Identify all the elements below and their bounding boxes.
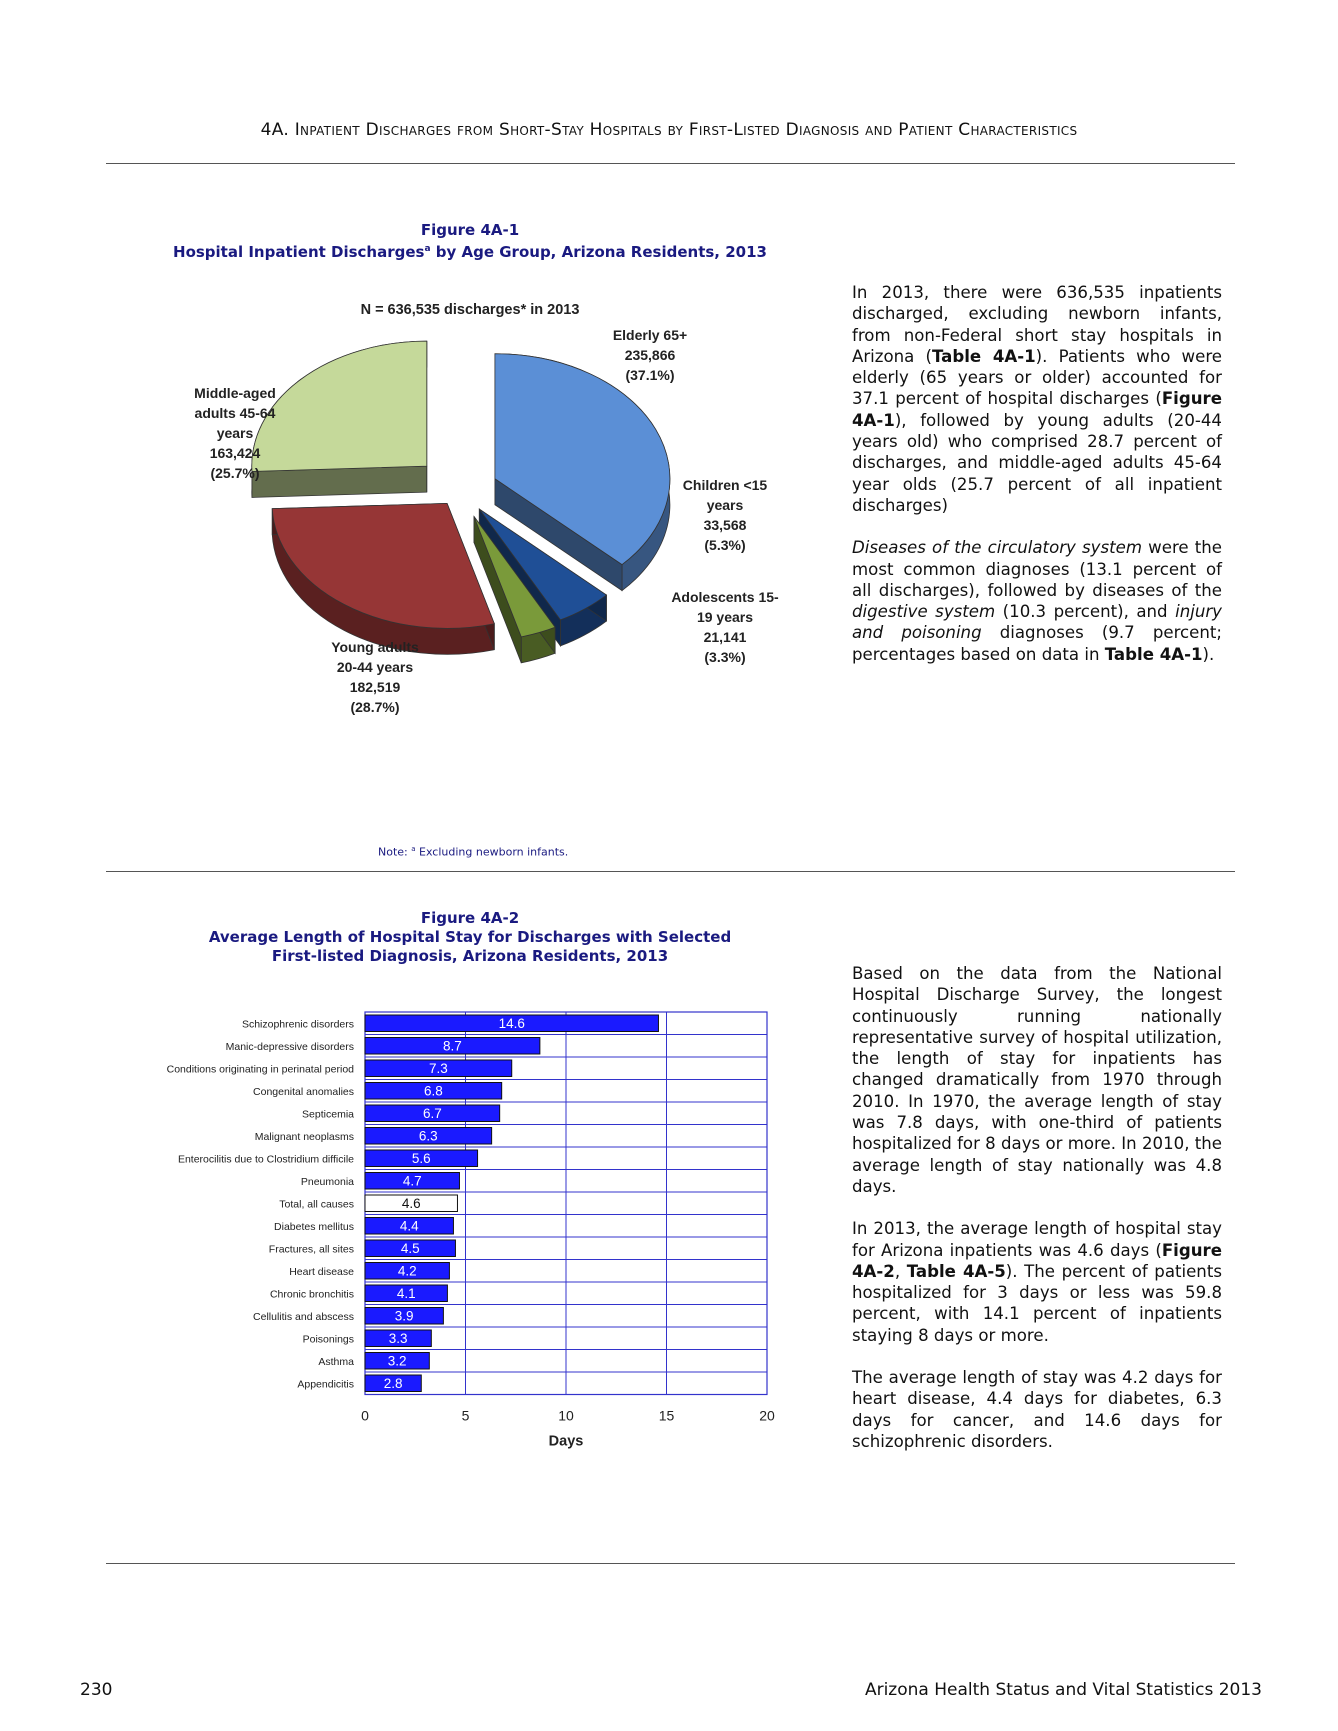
category-label: Congenital anomalies bbox=[253, 1085, 354, 1098]
category-label: Poisonings bbox=[302, 1333, 354, 1346]
header-rule bbox=[106, 163, 1235, 164]
bar-value-label: 6.8 bbox=[423, 1083, 443, 1099]
page-header: 4A. Inpatient Discharges from Short-Stay Hospitals by First-Listed Diagnosis and Patient Characteristics bbox=[260, 120, 1078, 140]
text-block-2 bbox=[852, 963, 1222, 1473]
publication-title: Arizona Health Status and Vital Statistics 2013 bbox=[864, 1680, 1262, 1700]
category-label: Schizophrenic disorders bbox=[241, 1018, 354, 1031]
bar-chart-bars bbox=[167, 1012, 775, 1450]
category-label: Septicemia bbox=[302, 1108, 354, 1121]
bar-value-label: 4.6 bbox=[401, 1196, 421, 1211]
text-block-1 bbox=[852, 282, 1222, 686]
paragraph-diagnoses: Diseases of the circulatory system were the most common diagnoses (13.1 percent of all discharges), followed by diseases of the digestive system (10.3 percent), and injury and poisoning diagnoses (9.7 percent; percentages based on data in Table 4A-1). bbox=[852, 538, 1222, 664]
bar-value-label: 2.8 bbox=[383, 1376, 403, 1391]
pie-slice-label: Middle-aged adults 45-64 years 163,424 (25.7%) bbox=[194, 385, 276, 481]
bar-value-label: 7.3 bbox=[428, 1061, 448, 1076]
x-tick-label: 5 bbox=[461, 1407, 470, 1424]
x-axis-label: Days bbox=[548, 1433, 584, 1450]
figure-4a1-number: Figure 4A-1 bbox=[420, 221, 520, 239]
category-label: Asthma bbox=[318, 1355, 354, 1368]
category-label: Fractures, all sites bbox=[268, 1243, 354, 1256]
category-label: Total, all causes bbox=[279, 1198, 354, 1211]
category-label: Chronic bronchitis bbox=[269, 1288, 354, 1301]
bar-value-label: 6.3 bbox=[418, 1128, 438, 1144]
category-label: Pneumonia bbox=[300, 1175, 354, 1188]
bar-value-label: 3.9 bbox=[394, 1308, 414, 1324]
bar-value-label: 4.4 bbox=[399, 1218, 419, 1234]
category-label: Appendicitis bbox=[297, 1378, 354, 1391]
category-label: Heart disease bbox=[289, 1265, 354, 1278]
figure-4a2-caption-line1: Average Length of Hospital Stay for Discharges with Selected bbox=[208, 928, 732, 946]
paragraph-arizona-stay: In 2013, the average length of hospital stay for Arizona inpatients was 4.6 days (Figure 4A-2, Table 4A-5). The percent of patients hospitalized for 3 days or less was 59.8 percent, with 14.1 percent of inpatients staying 8 days or more. bbox=[852, 1219, 1222, 1345]
paragraph-nhds: Based on the data from the National Hospital Discharge Survey, the longest continuously running nationally representative survey of hospital utilization, the length of stay for inpatients has changed dramatically from 1970 through 2010. In 1970, the average length of stay was 7.8 days, with one-third of patients hospitalized for 8 days or more. In 2010, the average length of stay nationally was 4.8 days. bbox=[852, 964, 1222, 1196]
paragraph-discharges: In 2013, there were 636,535 inpatients discharged, excluding newborn infants, from non-Federal short stay hospitals in Arizona (Table 4A-1). Patients who were elderly (65 years or older) accounted for 37.1 percent of hospital discharges (Figure 4A-1), followed by young adults (20-44 years old) who comprised 28.7 percent of discharges, and middle-aged adults 45-64 year olds (25.7 percent of all inpatient discharges) bbox=[852, 283, 1222, 515]
bar-value-label: 5.6 bbox=[411, 1151, 431, 1166]
category-label: Manic-depressive disorders bbox=[225, 1040, 354, 1053]
figure-4a2-title bbox=[150, 909, 790, 966]
pie-slices bbox=[252, 341, 670, 663]
pie-slice-label: Adolescents 15-19 years 21,141 (3.3%) bbox=[671, 589, 779, 665]
figure-4a1-caption: Hospital Inpatient Discharges$^a$ by Age Group, Arizona Residents, 2013 bbox=[173, 243, 767, 261]
pie-slice bbox=[252, 341, 427, 497]
category-label: Malignant neoplasms bbox=[254, 1130, 354, 1143]
pie-slice-label: Children <15 years 33,568 (5.3%) bbox=[682, 477, 768, 553]
figure-4a1-note: Note: $^a$ Excluding newborn infants. bbox=[378, 845, 569, 859]
category-label: Enterocilitis due to Clostridium difficile bbox=[177, 1153, 354, 1166]
bar-value-label: 3.3 bbox=[388, 1331, 408, 1346]
bar-value-label: 4.2 bbox=[397, 1263, 417, 1279]
bar-value-label: 14.6 bbox=[498, 1016, 525, 1031]
bar-value-label: 8.7 bbox=[443, 1038, 462, 1054]
category-label: Cellulitis and abscess bbox=[253, 1310, 354, 1323]
x-tick-label: 20 bbox=[759, 1407, 775, 1424]
bar-value-label: 4.5 bbox=[400, 1241, 420, 1256]
figure-4a1-title bbox=[150, 221, 790, 262]
figure-4a2-caption-line2: First-listed Diagnosis, Arizona Residents, 2013 bbox=[271, 947, 669, 965]
bar-value-label: 4.1 bbox=[396, 1286, 416, 1301]
bar-value-label: 3.2 bbox=[387, 1353, 407, 1369]
section-rule bbox=[106, 871, 1235, 872]
bar-chart bbox=[100, 1000, 780, 1460]
pie-chart-title: N = 636,535 discharges* in 2013 bbox=[360, 302, 580, 318]
figure-4a2-number: Figure 4A-2 bbox=[420, 909, 520, 927]
x-tick-label: 10 bbox=[558, 1407, 574, 1424]
bottom-rule bbox=[106, 1563, 1235, 1564]
paragraph-conditions: The average length of stay was 4.2 days for heart disease, 4.4 days for diabetes, 6.3 days for cancer, and 14.6 days for schizophrenic disorders. bbox=[852, 1368, 1222, 1451]
bar-value-label: 6.7 bbox=[422, 1106, 442, 1121]
pie-slice-label: Young adults 20-44 years 182,519 (28.7%) bbox=[331, 639, 419, 715]
x-tick-label: 15 bbox=[658, 1407, 675, 1424]
category-label: Diabetes mellitus bbox=[274, 1220, 354, 1233]
category-label: Conditions originating in perinatal period bbox=[166, 1063, 354, 1076]
x-tick-label: 0 bbox=[361, 1407, 369, 1424]
page-number: 230 bbox=[80, 1680, 113, 1700]
bar-value-label: 4.7 bbox=[402, 1173, 422, 1189]
pie-slice bbox=[272, 503, 494, 654]
pie-chart bbox=[180, 290, 780, 770]
pie-slice-label: Elderly 65+ 235,866 (37.1%) bbox=[612, 327, 688, 383]
